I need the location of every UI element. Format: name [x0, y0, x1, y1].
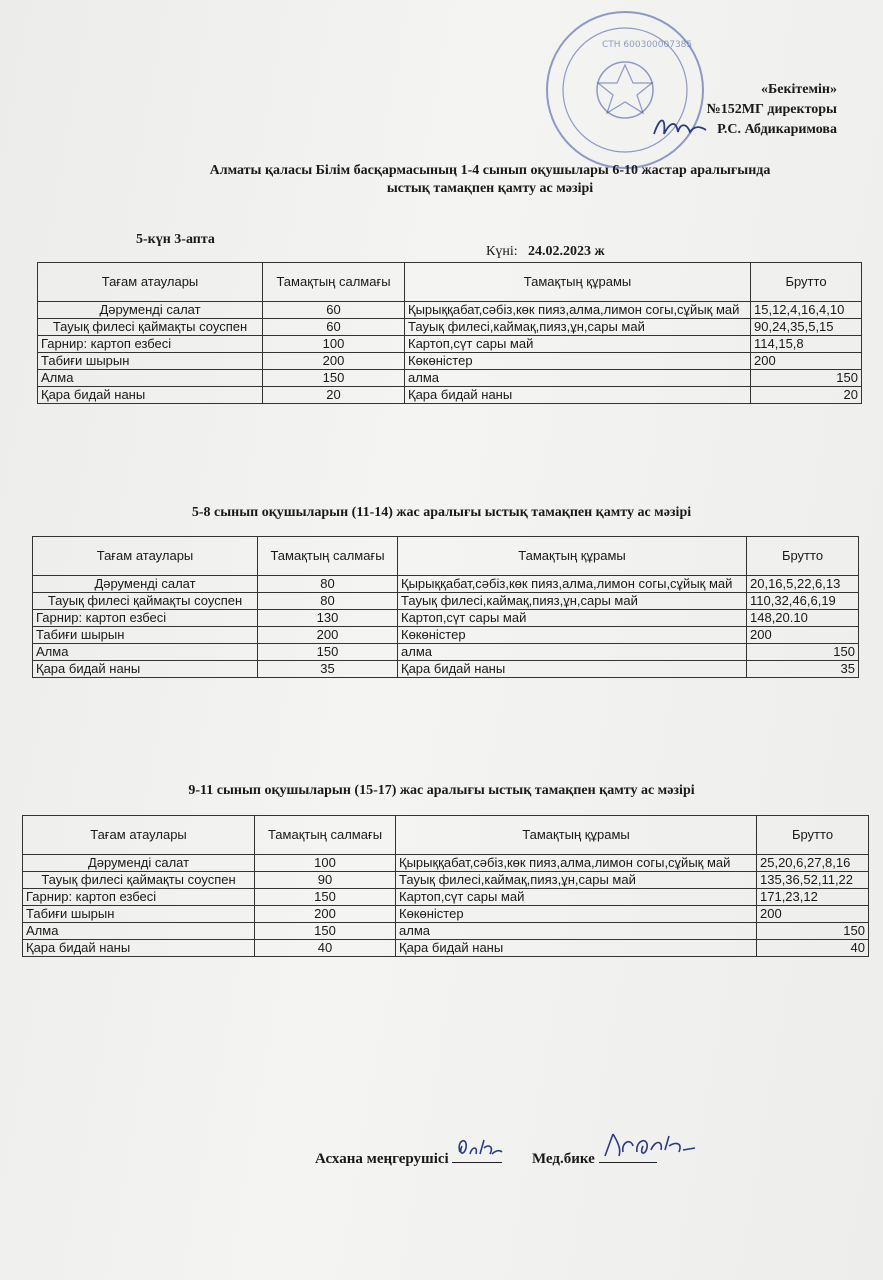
dish-name: Алма [23, 923, 255, 940]
dish-composition: Қырыққабат,сәбіз,көк пияз,алма,лимон согы,сұйық май [396, 855, 757, 872]
approval-block [707, 80, 837, 140]
dish-brutto: 135,36,52,11,22 [757, 872, 869, 889]
header-name: Тағам атаулары [23, 816, 255, 855]
dish-composition: Қырыққабат,сәбіз,көк пияз,алма,лимон согы,сұйық май [398, 576, 747, 593]
dish-name: Гарнир: картоп езбесі [23, 889, 255, 906]
dish-brutto: 20 [751, 387, 862, 404]
dish-composition: алма [398, 644, 747, 661]
table-row [23, 889, 869, 906]
dish-portion: 130 [258, 610, 398, 627]
dish-name: Қара бидай наны [23, 940, 255, 957]
nurse-signature-line [599, 1148, 657, 1163]
header-composition: Тамақтың құрамы [396, 816, 757, 855]
header-portion: Тамақтың салмағы [258, 537, 398, 576]
header-name: Тағам атаулары [33, 537, 258, 576]
dish-brutto: 148,20.10 [747, 610, 859, 627]
header-portion: Тамақтың салмағы [255, 816, 396, 855]
header-brutto: Брутто [751, 263, 862, 302]
dish-name: Табиғи шырын [23, 906, 255, 923]
dish-name: Алма [38, 370, 263, 387]
title-line-2: ыстық тамақпен қамту ас мәзірі [386, 181, 594, 196]
table-row [33, 610, 859, 627]
dish-composition: Көкөністер [398, 627, 747, 644]
dish-name: Табиғи шырын [38, 353, 263, 370]
dish-name: Гарнир: картоп езбесі [33, 610, 258, 627]
dish-name: Дәруменді салат [23, 855, 255, 872]
dish-brutto: 90,24,35,5,15 [751, 319, 862, 336]
table-row [23, 923, 869, 940]
day-week-label: 5-күн 3-апта [136, 232, 215, 247]
table-row [23, 906, 869, 923]
dish-portion: 40 [255, 940, 396, 957]
dish-composition: Қара бидай наны [396, 940, 757, 957]
cook-signature-line [452, 1148, 502, 1163]
dish-brutto: 35 [747, 661, 859, 678]
dish-composition: Картоп,сүт сары май [396, 889, 757, 906]
nurse-signature-icon [599, 1128, 699, 1162]
dish-brutto: 40 [757, 940, 869, 957]
dish-name: Тауық филесі қаймақты соуспен [23, 872, 255, 889]
date-label: Күні: [486, 244, 518, 259]
dish-brutto: 114,15,8 [751, 336, 862, 353]
dish-brutto: 200 [757, 906, 869, 923]
header-brutto: Брутто [757, 816, 869, 855]
header-brutto: Брутто [747, 537, 859, 576]
dish-portion: 20 [263, 387, 405, 404]
table-row [33, 627, 859, 644]
dish-name: Дәруменді салат [33, 576, 258, 593]
section-title-grades-5-8: 5-8 сынып оқушыларын (11-14) жас аралығы ыстық тамақпен қамту ас мәзірі [191, 505, 692, 520]
table-row [38, 370, 862, 387]
header-portion: Тамақтың салмағы [263, 263, 405, 302]
dish-name: Алма [33, 644, 258, 661]
date-value: 24.02.2023 ж [528, 244, 605, 259]
menu-table-grades-1-4 [37, 262, 862, 404]
dish-portion: 60 [263, 319, 405, 336]
table-row [38, 319, 862, 336]
dish-composition: Қара бидай наны [398, 661, 747, 678]
section-title-grades-9-11: 9-11 сынып оқушыларын (15-17) жас аралығы ыстық тамақпен қамту ас мәзірі [188, 783, 695, 798]
dish-composition: Тауық филесі,каймақ,пияз,ұн,сары май [398, 593, 747, 610]
dish-portion: 200 [255, 906, 396, 923]
stamp-text: СТН 600300007385 [602, 40, 693, 50]
dish-composition: алма [396, 923, 757, 940]
dish-brutto: 150 [757, 923, 869, 940]
dish-portion: 80 [258, 576, 398, 593]
official-stamp-icon [540, 5, 710, 175]
dish-portion: 150 [255, 889, 396, 906]
approval-line-3: Р.С. Абдикаримова [717, 122, 837, 137]
table-row [38, 353, 862, 370]
dish-name: Гарнир: картоп езбесі [38, 336, 263, 353]
title-line-1: Алматы қаласы Білім басқармасының 1-4 сынып оқушылары 6-10 жастар аралығында [209, 163, 771, 178]
dish-brutto: 25,20,6,27,8,16 [757, 855, 869, 872]
dish-brutto: 200 [751, 353, 862, 370]
dish-name: Тауық филесі қаймақты соуспен [33, 593, 258, 610]
table-header-row [38, 263, 862, 302]
dish-composition: Тауық филесі,каймақ,пияз,ұн,сары май [405, 319, 751, 336]
table-header-row [23, 816, 869, 855]
cook-signature-icon [454, 1132, 504, 1162]
dish-brutto: 171,23,12 [757, 889, 869, 906]
dish-portion: 100 [263, 336, 405, 353]
table-row [38, 302, 862, 319]
dish-name: Тауық филесі қаймақты соуспен [38, 319, 263, 336]
dish-composition: Картоп,сүт сары май [398, 610, 747, 627]
table-row [33, 576, 859, 593]
dish-name: Дәруменді салат [38, 302, 263, 319]
header-composition: Тамақтың құрамы [398, 537, 747, 576]
dish-portion: 200 [258, 627, 398, 644]
dish-name: Қара бидай наны [33, 661, 258, 678]
dish-composition: Картоп,сүт сары май [405, 336, 751, 353]
nurse-label: Мед.бике [531, 1151, 595, 1167]
dish-name: Қара бидай наны [38, 387, 263, 404]
document-title [150, 162, 830, 198]
dish-portion: 100 [255, 855, 396, 872]
dish-portion: 150 [258, 644, 398, 661]
table-row [33, 593, 859, 610]
dish-portion: 35 [258, 661, 398, 678]
approval-line-2: №152МГ директоры [706, 102, 837, 117]
dish-name: Табиғи шырын [33, 627, 258, 644]
dish-portion: 150 [255, 923, 396, 940]
dish-brutto: 15,12,4,16,4,10 [751, 302, 862, 319]
table-row [23, 940, 869, 957]
menu-table-grades-5-8 [32, 536, 859, 678]
table-row [23, 872, 869, 889]
dish-brutto: 150 [747, 644, 859, 661]
table-row [33, 661, 859, 678]
dish-composition: Қырыққабат,сәбіз,көк пияз,алма,лимон согы,сұйық май [405, 302, 751, 319]
dish-brutto: 200 [747, 627, 859, 644]
table-row [23, 855, 869, 872]
dish-portion: 60 [263, 302, 405, 319]
dish-portion: 90 [255, 872, 396, 889]
header-composition: Тамақтың құрамы [405, 263, 751, 302]
table-row [38, 387, 862, 404]
header-name: Тағам атаулары [38, 263, 263, 302]
director-signature-icon [650, 112, 710, 142]
dish-brutto: 20,16,5,22,6,13 [747, 576, 859, 593]
cook-label: Асхана меңгерушісі [315, 1151, 449, 1167]
approval-line-1: «Бекітемін» [760, 82, 837, 97]
dish-composition: Көкөністер [405, 353, 751, 370]
dish-brutto: 110,32,46,6,19 [747, 593, 859, 610]
dish-brutto: 150 [751, 370, 862, 387]
table-row [33, 644, 859, 661]
dish-composition: Көкөністер [396, 906, 757, 923]
menu-table-grades-9-11 [22, 815, 869, 957]
signature-row [315, 1148, 657, 1168]
table-row [38, 336, 862, 353]
dish-composition: Қара бидай наны [405, 387, 751, 404]
dish-composition: алма [405, 370, 751, 387]
dish-portion: 80 [258, 593, 398, 610]
dish-portion: 200 [263, 353, 405, 370]
dish-composition: Тауық филесі,каймақ,пияз,ұн,сары май [396, 872, 757, 889]
dish-portion: 150 [263, 370, 405, 387]
table-header-row [33, 537, 859, 576]
